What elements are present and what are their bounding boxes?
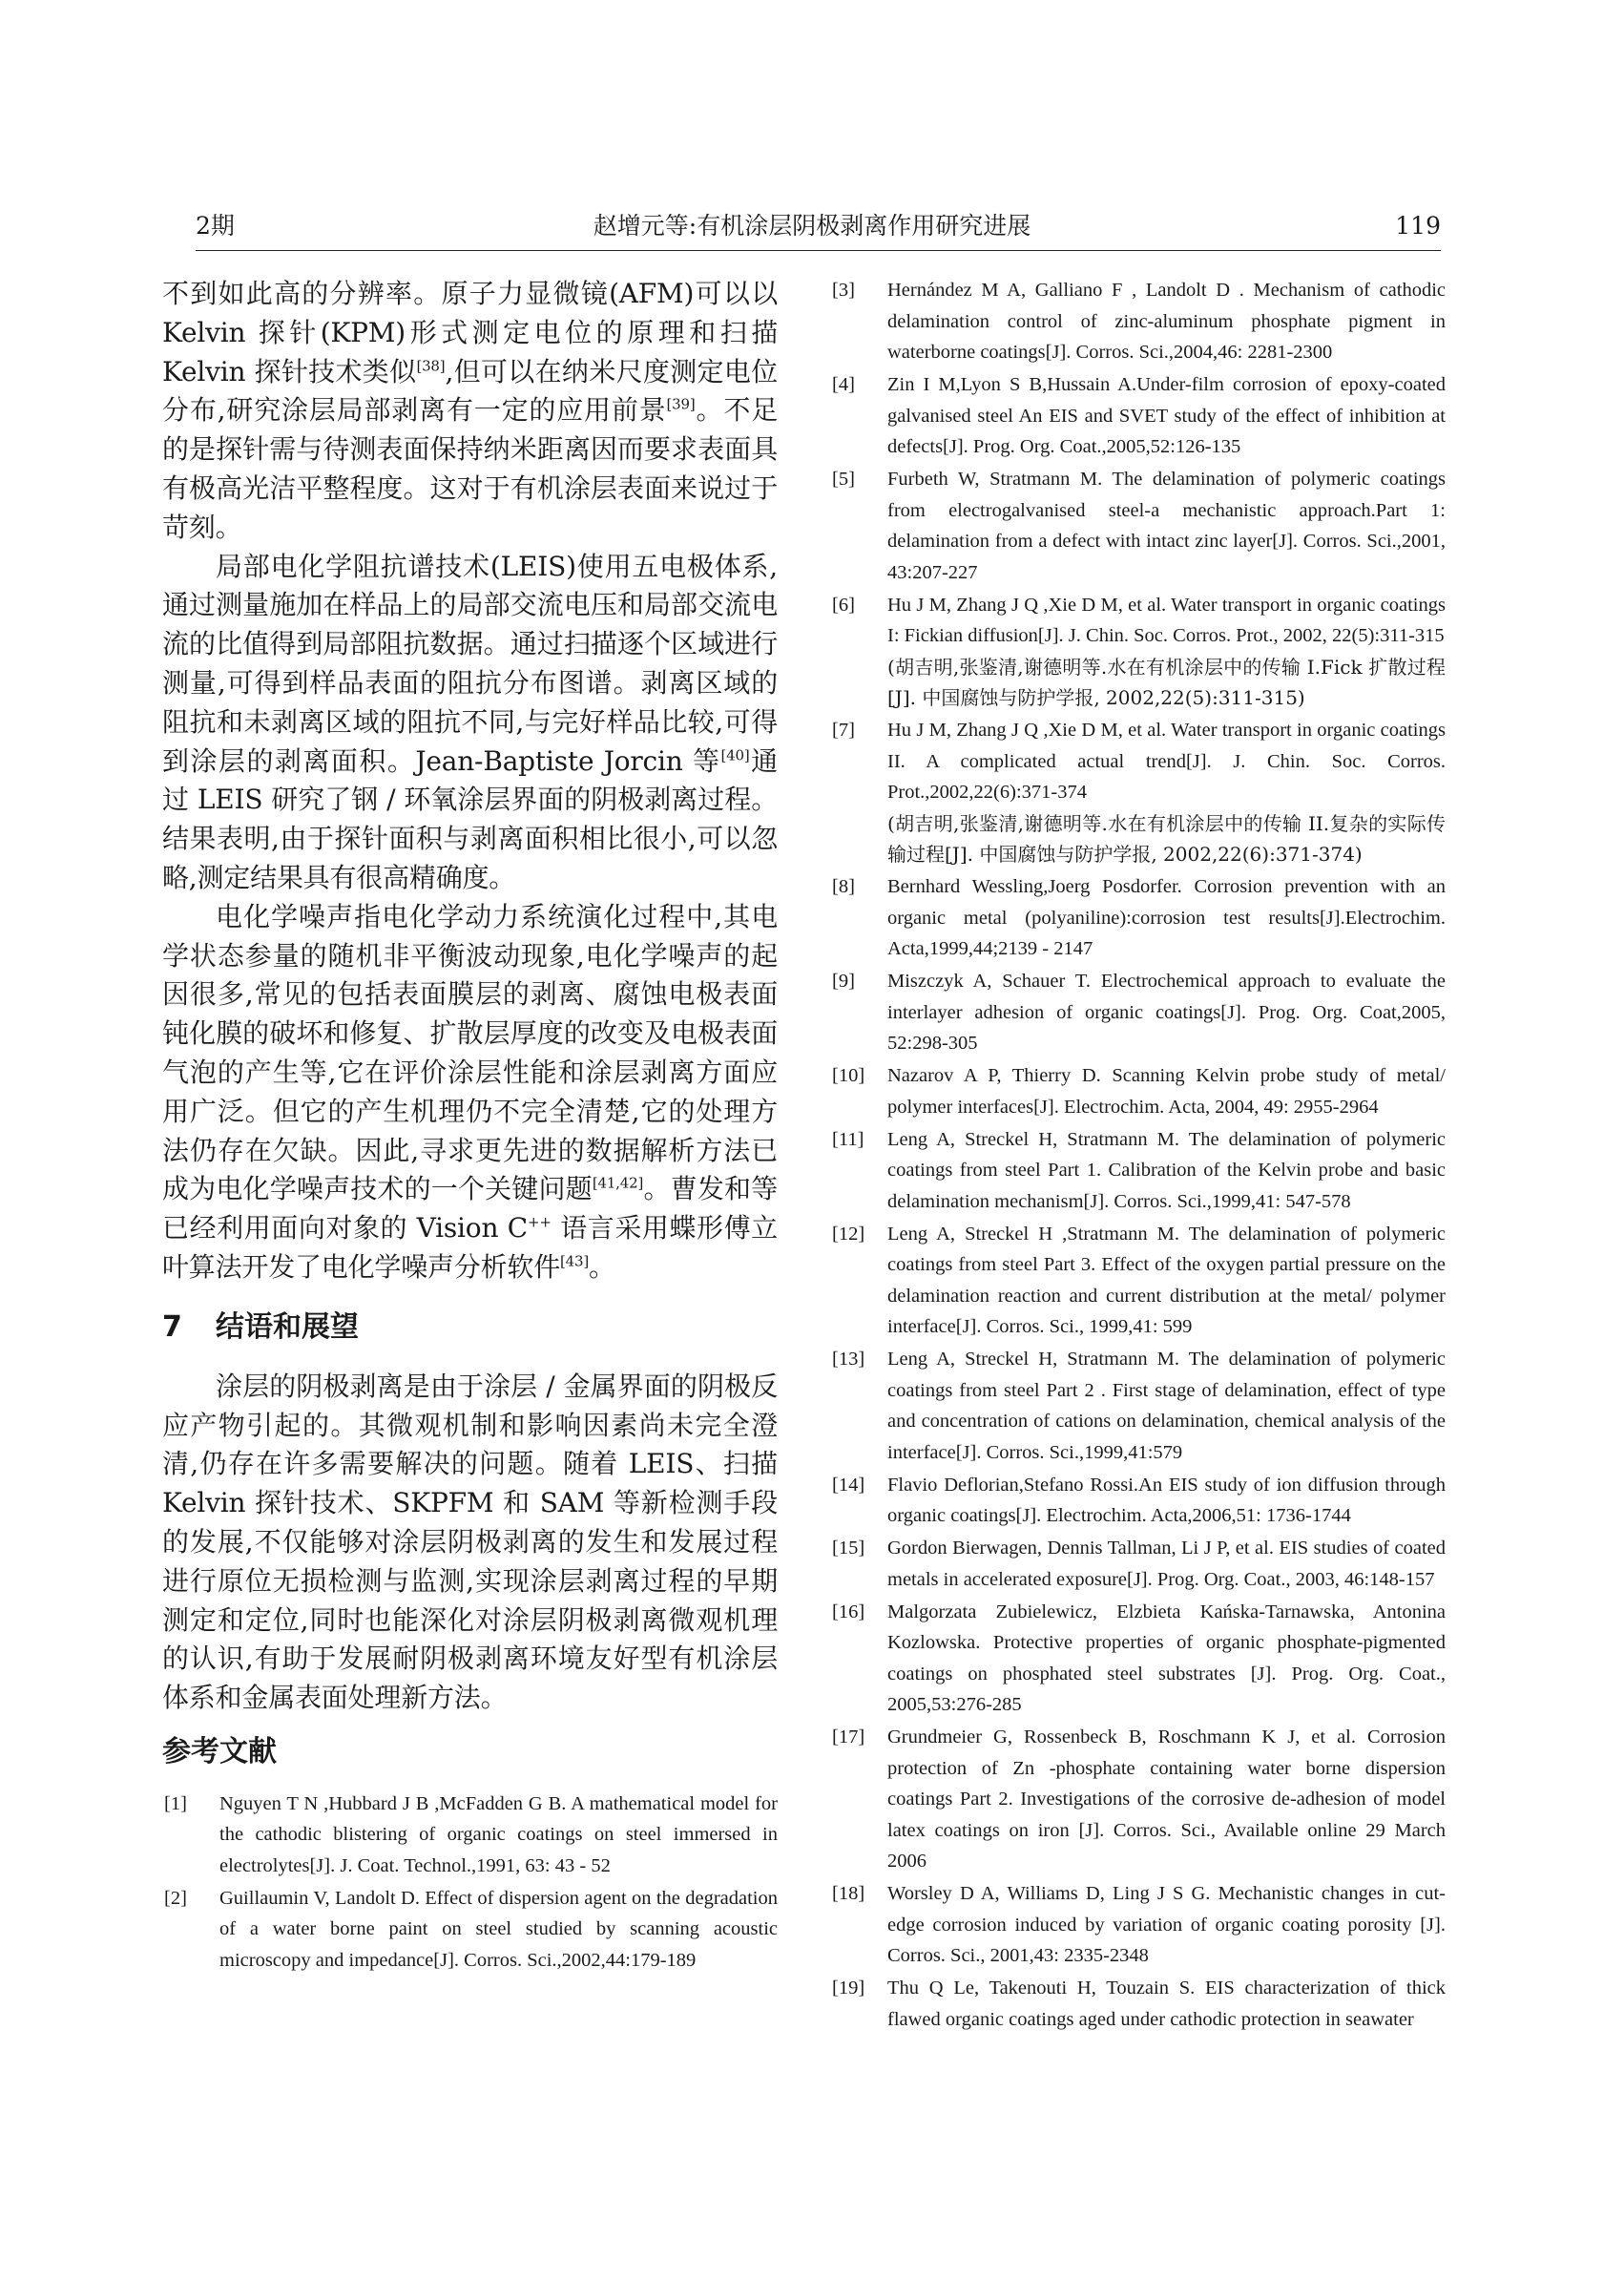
- reference-number: [8]: [832, 876, 855, 897]
- reference-entry: [830, 1597, 1446, 1721]
- citation: [41,42]: [592, 1175, 644, 1192]
- reference-number: [5]: [832, 469, 855, 490]
- section-number: 7: [162, 1309, 182, 1344]
- reference-number: [15]: [832, 1538, 865, 1559]
- reference-number: [18]: [832, 1883, 865, 1904]
- page-number: 119: [1395, 212, 1441, 240]
- reference-entry: [830, 966, 1446, 1059]
- reference-text: Nazarov A P, Thierry D. Scanning Kelvin probe study of metal/ polymer interfaces[J]. Electrochim. Acta, 2004, 49: 2955-2964: [887, 1065, 1446, 1118]
- left-column: [162, 275, 778, 1978]
- citation: [43]: [560, 1252, 590, 1270]
- reference-number: [11]: [832, 1128, 864, 1150]
- right-column: [830, 275, 1446, 2037]
- reference-text: Malgorzata Zubielewicz, Elzbieta Kańska-Tarnawska, Antonina Kozlowska. Protective properties of organic phosphate-pigmented coatings on phosphated steel substrates [J]. Prog. Org. Coat., 2005,53:276-285: [887, 1601, 1446, 1715]
- reference-entry: [830, 715, 1446, 870]
- reference-entry: [830, 1219, 1446, 1343]
- reference-entry: [830, 369, 1446, 463]
- reference-text: Bernhard Wessling,Joerg Posdorfer. Corrosion prevention with an organic metal (polyaniline):corrosion test results[J].Electrochim. Acta,1999,44;2139 - 2147: [887, 876, 1446, 959]
- reference-number: [4]: [832, 374, 855, 395]
- paragraph-leis: 局部电化学阻抗谱技术(LEIS)使用五电极体系,通过测量施加在样品上的局部交流电压和局部交流电流的比值得到局部阻抗数据。通过扫描逐个区域进行测量,可得到样品表面的阻抗分布图谱。剥离区域的阻抗和未剥离区域的阻抗不同,与完好样品比较,可得到涂层的剥离面积。Jean-Baptiste Jorcin 等[40]通过 LEIS 研究了钢 / 环氧涂层界面的阴极剥离过程。结果表明,由于探针面积与剥离面积相比很小,可以忽略,测定结果具有很高精确度。: [162, 550, 778, 893]
- reference-entry: [830, 1722, 1446, 1877]
- reference-entry: [162, 1789, 778, 1882]
- reference-entry: [830, 1124, 1446, 1218]
- reference-list-right: [830, 275, 1446, 2035]
- paragraph-afm: 不到如此高的分辨率。原子力显微镜(AFM)可以以 Kelvin 探针(KPM)形式测定电位的原理和扫描 Kelvin 探针技术类似[38],但可以在纳米尺度测定电位分布,研究涂层局部剥离有一定的应用前景[39]。不足的是探针需与待测表面保持纳米距离因而要求表面具有极高光洁平整程度。这对于有机涂层表面来说过于苛刻。: [162, 278, 778, 543]
- reference-text: Nguyen T N ,Hubbard J B ,McFadden G B. A mathematical model for the cathodic blistering of organic coatings on steel immersed in electrolytes[J]. J. Coat. Technol.,1991, 63: 43 - 52: [219, 1792, 778, 1876]
- reference-text: Flavio Deflorian,Stefano Rossi.An EIS study of ion diffusion through organic coatings[J]. Electrochim. Acta,2006,51: 1736-1744: [887, 1474, 1446, 1526]
- references-heading: 参考文献: [162, 1734, 277, 1768]
- reference-number: [10]: [832, 1065, 865, 1086]
- reference-text: Hu J M, Zhang J Q ,Xie D M, et al. Water transport in organic coatings II. A complicated actual trend[J]. J. Chin. Soc. Corros. Prot.,2002,22(6):371-374: [887, 720, 1446, 803]
- reference-entry: [830, 1878, 1446, 1972]
- citation: [39]: [666, 396, 696, 414]
- reference-text: Thu Q Le, Takenouti H, Touzain S. EIS characterization of thick flawed organic coatings aged under cathodic protection in seawater: [887, 1978, 1446, 2030]
- reference-number: [12]: [832, 1223, 865, 1245]
- reference-number: [16]: [832, 1601, 865, 1622]
- superscript-plusplus: ++: [527, 1213, 552, 1231]
- reference-text: Zin I M,Lyon S B,Hussain A.Under-film corrosion of epoxy-coated galvanised steel An EIS and SVET study of the effect of inhibition at defects[J]. Prog. Org. Coat.,2005,52:126-135: [887, 374, 1446, 457]
- paragraph-conclusion: 涂层的阴极剥离是由于涂层 / 金属界面的阴极反应产物引起的。其微观机制和影响因素尚未完全澄清,仍存在许多需要解决的问题。随着 LEIS、扫描 Kelvin 探针技术、SKPFM 和 SAM 等新检测手段的发展,不仅能够对涂层阴极剥离的发生和发展过程进行原位无损检测与监测,实现涂层剥离过程的早期测定和定位,同时也能深化对涂层阴极剥离微观机理的认识,有助于发展耐阴极剥离环境友好型有机涂层体系和金属表面处理新方法。: [162, 1370, 778, 1714]
- reference-entry: [830, 1470, 1446, 1532]
- reference-entry: [830, 1344, 1446, 1468]
- reference-entry: [830, 871, 1446, 965]
- paragraph-noise: 电化学噪声指电化学动力系统演化过程中,其电学状态参量的随机非平衡波动现象,电化学噪声的起因很多,常见的包括表面膜层的剥离、腐蚀电极表面钝化膜的破坏和修复、扩散层厚度的改变及电极表面气泡的产生等,它在评价涂层性能和涂层剥离方面应用广泛。但它的产生机理仍不完全清楚,它的处理方法仍存在欠缺。因此,寻求更先进的数据解析方法已成为电化学噪声技术的一个关键问题[41,42]。曹发和等已经利用面向对象的 Vision C++ 语言采用蝶形傅立叶算法开发了电化学噪声分析软件[43]。: [162, 900, 778, 1283]
- reference-number: [1]: [164, 1792, 187, 1814]
- reference-text: Guillaumin V, Landolt D. Effect of dispersion agent on the degradation of a water borne paint on steel studied by scanning acoustic microscopy and impedance[J]. Corros. Sci.,2002,44:179-189: [219, 1887, 778, 1971]
- reference-text: Gordon Bierwagen, Dennis Tallman, Li J P, et al. EIS studies of coated metals in accelerated exposure[J]. Prog. Org. Coat., 2003, 46:148-157: [887, 1538, 1446, 1590]
- reference-text: Furbeth W, Stratmann M. The delamination of polymeric coatings from electrogalvanised steel-a mechanistic approach.Part 1: delamination from a defect with intact zinc layer[J]. Corros. Sci.,2001, 43:207-227: [887, 469, 1446, 583]
- header-rule: [196, 250, 1441, 251]
- reference-number: [3]: [832, 280, 855, 301]
- running-title: 赵增元等:有机涂层阴极剥离作用研究进展: [593, 212, 1031, 240]
- reference-chinese-translation: (胡吉明,张鉴清,谢德明等.水在有机涂层中的传输 II.复杂的实际传输过程[J]. 中国腐蚀与防护学报, 2002,22(6):371-374): [887, 811, 1446, 866]
- reference-text: Leng A, Streckel H, Stratmann M. The delamination of polymeric coatings from steel Part 2 . First stage of delamination, effect of type and concentration of cations on delamination, chemical analysis of the interface[J]. Corros. Sci.,1999,41:579: [887, 1349, 1446, 1463]
- reference-text: Grundmeier G, Rossenbeck B, Roschmann K J, et al. Corrosion protection of Zn -phosphate containing water borne dispersion coatings Part 2. Investigations of the corrosive de-adhesion of model latex coatings on iron [J]. Corros. Sci., Available online 29 March 2006: [887, 1726, 1446, 1872]
- reference-entry: [830, 1060, 1446, 1122]
- reference-number: [2]: [164, 1887, 187, 1909]
- section-heading-conclusion: [162, 1308, 778, 1347]
- reference-chinese-translation: (胡吉明,张鉴清,谢德明等.水在有机涂层中的传输 I.Fick 扩散过程[J]. 中国腐蚀与防护学报, 2002,22(5):311-315): [887, 655, 1446, 709]
- issue-label: 2期: [196, 212, 235, 240]
- reference-number: [9]: [832, 971, 855, 992]
- citation: [38]: [416, 357, 446, 375]
- reference-entry: [830, 590, 1446, 714]
- reference-text: Leng A, Streckel H, Stratmann M. The delamination of polymeric coatings from steel Part 1. Calibration of the Kelvin probe and basic delamination mechanism[J]. Corros. Sci.,1999,41: 547-578: [887, 1128, 1446, 1212]
- reference-number: [19]: [832, 1978, 865, 1998]
- reference-number: [14]: [832, 1474, 865, 1496]
- reference-text: Miszczyk A, Schauer T. Electrochemical approach to evaluate the interlayer adhesion of organic coatings[J]. Prog. Org. Coat,2005, 52:298-305: [887, 971, 1446, 1054]
- reference-number: [13]: [832, 1349, 865, 1370]
- reference-text: Hu J M, Zhang J Q ,Xie D M, et al. Water transport in organic coatings I: Fickian diffusion[J]. J. Chin. Soc. Corros. Prot., 2002, 22(5):311-315: [887, 594, 1446, 646]
- reference-text: Worsley D A, Williams D, Ling J S G. Mechanistic changes in cut-edge corrosion induced by variation of organic coating porosity [J]. Corros. Sci., 2001,43: 2335-2348: [887, 1883, 1446, 1966]
- reference-entry: [830, 464, 1446, 588]
- reference-text: Leng A, Streckel H ,Stratmann M. The delamination of polymeric coatings from steel Part 3. Effect of the oxygen partial pressure on the delamination reaction and current distribution at the metal/ polymer interface[J]. Corros. Sci., 1999,41: 599: [887, 1223, 1446, 1337]
- reference-entry: [830, 1533, 1446, 1595]
- reference-entry: [830, 275, 1446, 368]
- reference-entry: [830, 1973, 1446, 2035]
- reference-text: Hernández M A, Galliano F , Landolt D . Mechanism of cathodic delamination control of zinc-aluminum phosphate pigment in waterborne coatings[J]. Corros. Sci.,2004,46: 2281-2300: [887, 280, 1446, 363]
- reference-number: [7]: [832, 720, 855, 741]
- citation: [40]: [720, 746, 750, 764]
- reference-list-left: [162, 1789, 778, 1977]
- reference-number: [17]: [832, 1726, 865, 1747]
- reference-entry: [162, 1883, 778, 1977]
- section-title: 结语和展望: [216, 1309, 359, 1344]
- reference-number: [6]: [832, 594, 855, 616]
